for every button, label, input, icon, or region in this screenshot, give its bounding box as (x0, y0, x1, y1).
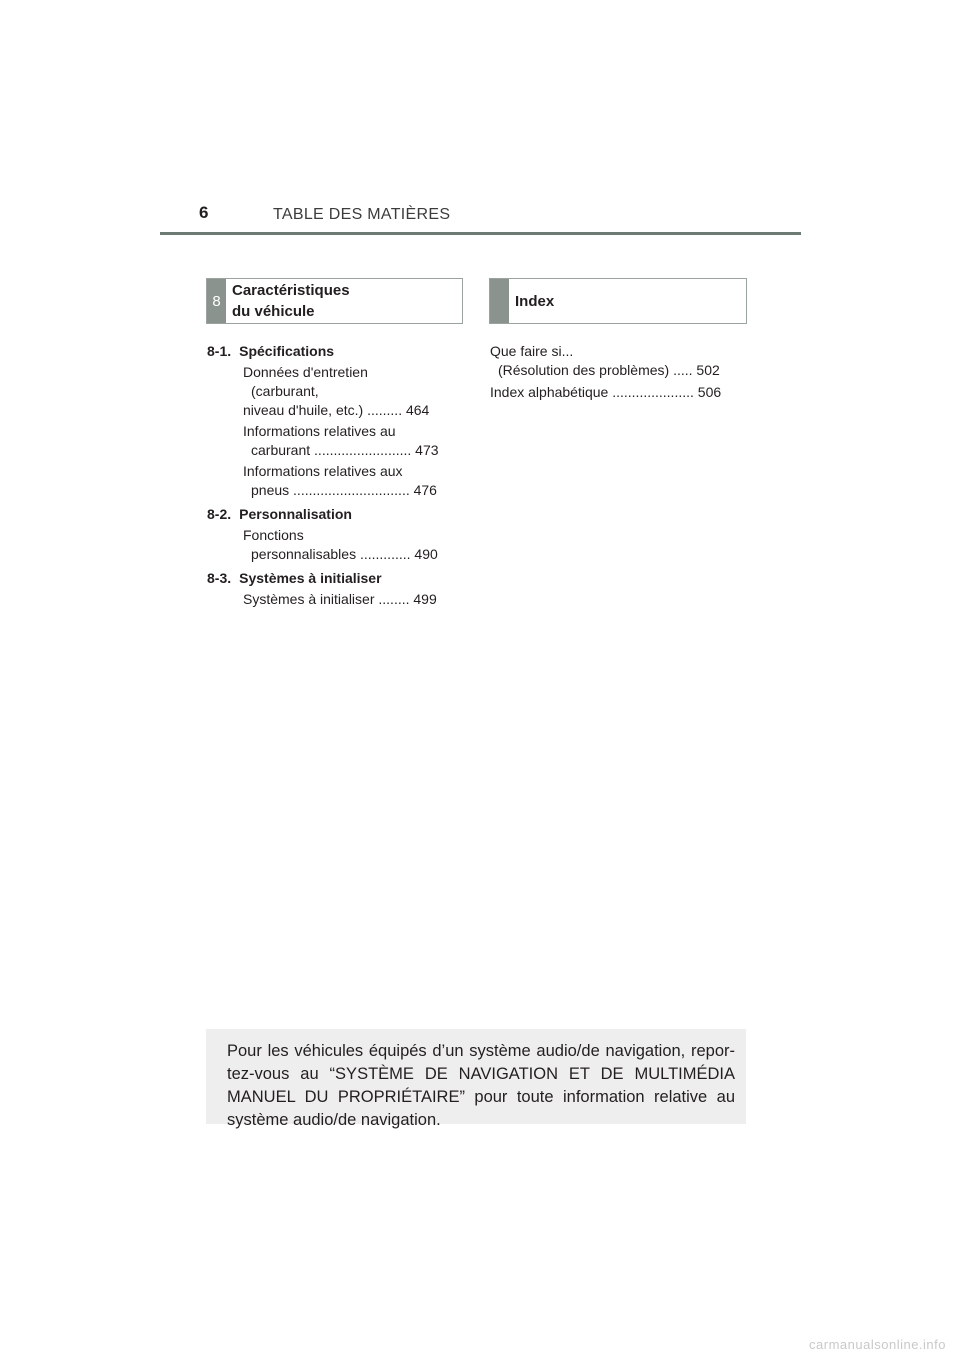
section-title (232, 279, 350, 323)
header-divider (160, 232, 801, 235)
toc-group-8-2[interactable] (207, 505, 352, 524)
toc-group-title: Systèmes à initialiser (239, 570, 382, 586)
section-number-tab (490, 279, 509, 323)
section-title-line: Caractéristiques (232, 282, 350, 299)
toc-entry-line[interactable]: Données d'entretien (243, 364, 368, 380)
toc-entry-line[interactable]: (Résolution des problèmes) ..... 502 (498, 362, 720, 378)
section-number-tab: 8 (207, 279, 226, 323)
toc-entry-line[interactable]: Que faire si... (490, 343, 574, 359)
toc-group-number: 8-2. (207, 506, 232, 522)
navigation-note-text: Pour les véhicules équipés d’un système audio/de navigation, repor-tez-vous au “SYSTÈME DE NAVIGATION ET DE MULTIMÉDIA MANUEL DU PROPRIÉTAIRE” pour toute information relative au système audio/de navigation. (227, 1042, 735, 1129)
toc-entry-line[interactable]: niveau d'huile, etc.) ......... 464 (243, 402, 430, 418)
section-index-header (489, 278, 747, 324)
section-title: Index (515, 292, 555, 310)
watermark: carmanualsonline.info (809, 1337, 946, 1352)
toc-entry-line[interactable]: personnalisables ............. 490 (251, 546, 438, 562)
toc-group-number: 8-1. (207, 343, 232, 359)
toc-group-title: Spécifications (239, 343, 335, 359)
toc-entry-line[interactable]: Systèmes à initialiser ........ 499 (243, 591, 437, 607)
navigation-note-box (206, 1029, 746, 1129)
toc-group-8-1[interactable] (207, 342, 334, 361)
toc-entry-line[interactable]: Informations relatives au (243, 423, 396, 439)
page-number: 6 (199, 203, 209, 222)
toc-group-number: 8-3. (207, 570, 232, 586)
toc-entry-line[interactable]: Informations relatives aux (243, 463, 403, 479)
toc-group-8-3[interactable] (207, 569, 382, 588)
toc-entry-line[interactable]: Index alphabétique ..................... 506 (490, 384, 722, 400)
page-header-title: TABLE DES MATIÈRES (273, 206, 451, 223)
section-title-line: du véhicule (232, 303, 315, 320)
section-8-header (206, 278, 463, 324)
toc-entry-line[interactable]: pneus .............................. 476 (251, 482, 437, 498)
toc-group-title: Personnalisation (239, 506, 352, 522)
toc-entry-line[interactable]: carburant ......................... 473 (251, 442, 439, 458)
toc-entry-line[interactable]: Fonctions (243, 527, 304, 543)
toc-entry-line[interactable]: (carburant, (251, 383, 319, 399)
